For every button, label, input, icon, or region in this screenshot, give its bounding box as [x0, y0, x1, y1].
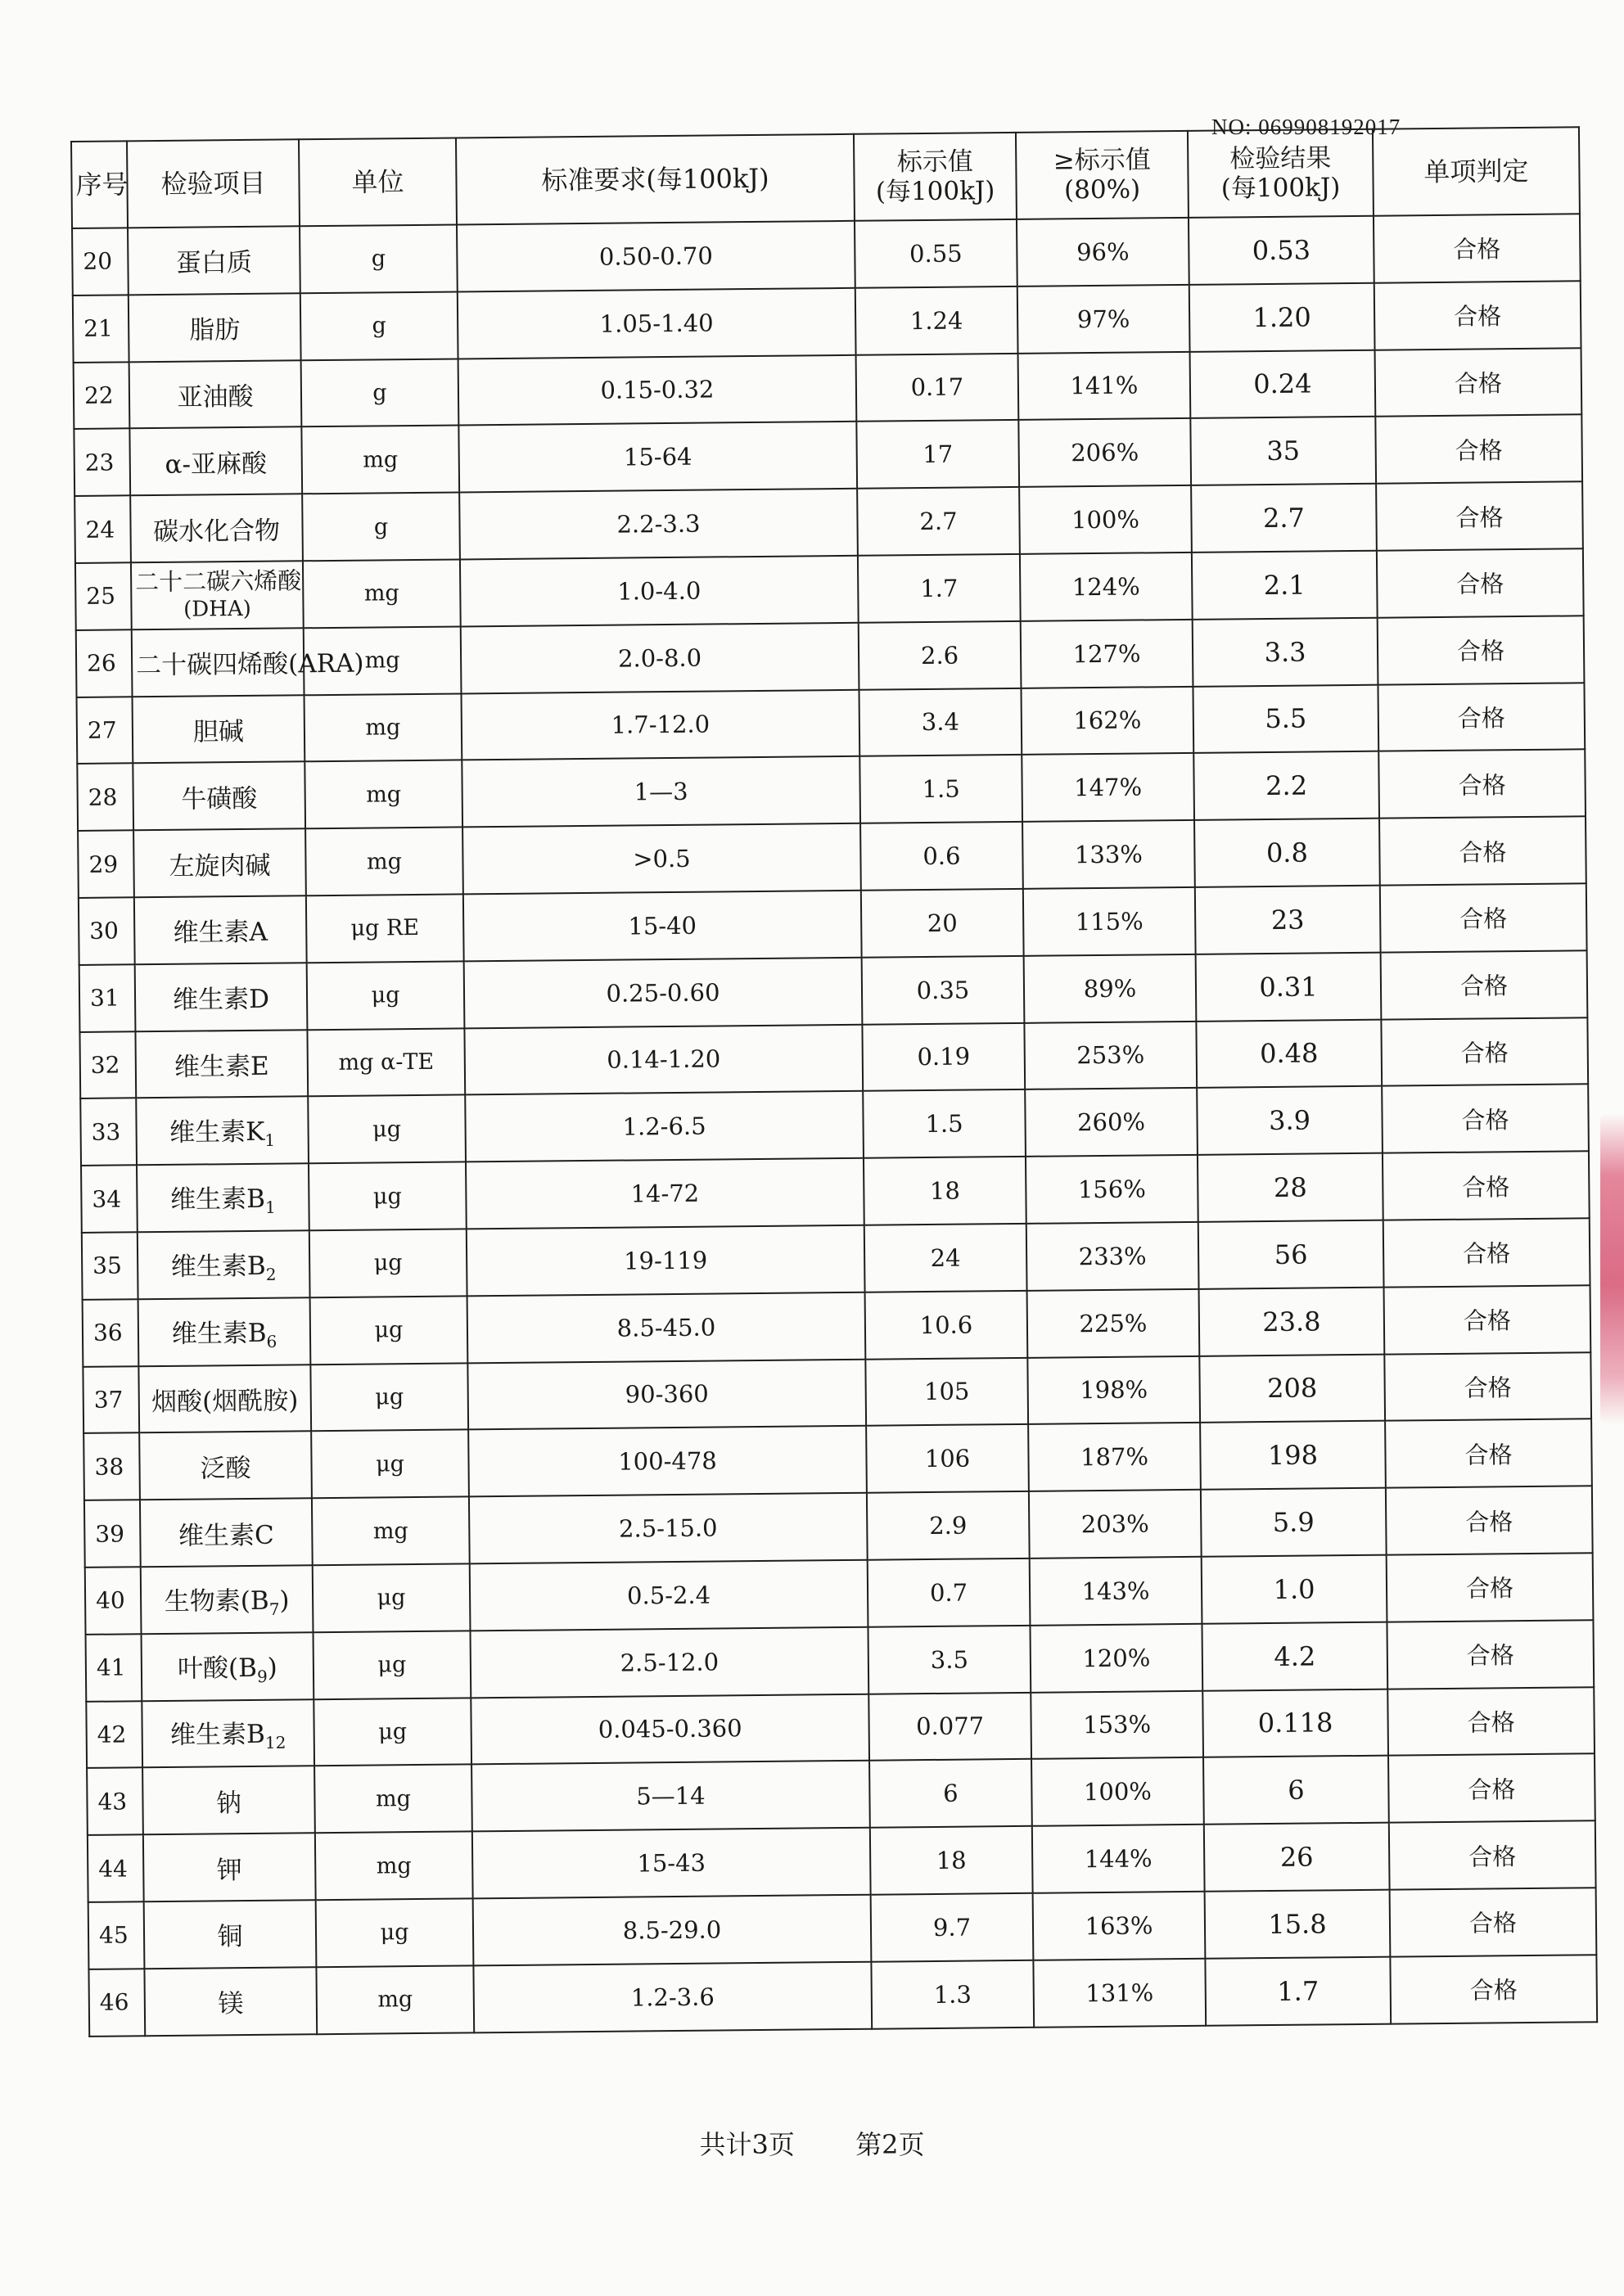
- cell-standard: 5—14: [471, 1761, 870, 1831]
- cell-percent: 163%: [1033, 1892, 1206, 1960]
- cell-result: 35: [1190, 417, 1376, 485]
- cell-item: [133, 828, 306, 897]
- cell-label-value: 0.7: [868, 1558, 1031, 1627]
- cell-percent: 127%: [1021, 620, 1193, 688]
- cell-seq: 21: [73, 295, 129, 362]
- cell-label-value: 20: [861, 889, 1024, 958]
- cell-result: 4.2: [1202, 1622, 1387, 1690]
- cell-percent: 96%: [1017, 218, 1189, 286]
- item-name: 维生素D: [172, 984, 270, 1016]
- cell-seq: 33: [80, 1098, 137, 1166]
- cell-unit: mg: [314, 1765, 472, 1834]
- cell-verdict: 合格: [1374, 281, 1581, 350]
- cell-percent: 141%: [1018, 351, 1191, 420]
- cell-standard: 1—3: [462, 756, 860, 827]
- cell-unit: μg: [310, 1296, 468, 1365]
- item-subscript: 1: [264, 1197, 276, 1217]
- cell-result: 2.1: [1192, 551, 1378, 620]
- cell-verdict: 合格: [1382, 1085, 1589, 1153]
- cell-verdict: 合格: [1388, 1754, 1595, 1823]
- cell-unit: mg α-TE: [307, 1028, 465, 1097]
- cell-seq: 46: [88, 1969, 145, 2036]
- cell-label-value: 18: [864, 1157, 1026, 1225]
- cell-seq: 30: [79, 897, 135, 964]
- cell-percent: 203%: [1029, 1490, 1202, 1558]
- cell-percent: 253%: [1024, 1021, 1197, 1089]
- cell-unit: μg: [316, 1898, 474, 1967]
- cell-item: [136, 1097, 309, 1166]
- item-subscript: 1: [264, 1130, 276, 1151]
- cell-standard: 1.7-12.0: [462, 689, 860, 760]
- item-name: 脂肪: [189, 315, 241, 345]
- cell-unit: mg: [304, 626, 462, 695]
- cell-standard: 8.5-45.0: [467, 1292, 866, 1362]
- cell-verdict: 合格: [1390, 1955, 1597, 2023]
- cell-result: 198: [1200, 1421, 1386, 1490]
- cell-seq: 40: [85, 1567, 142, 1634]
- cell-seq: 29: [78, 830, 134, 897]
- cell-unit: μg: [314, 1698, 471, 1766]
- cell-unit: g: [301, 359, 459, 427]
- cell-label-value: 1.5: [859, 755, 1022, 823]
- item-name: 维生素B: [171, 1318, 267, 1349]
- cell-unit: μg: [310, 1363, 468, 1432]
- cell-label-value: 1.24: [855, 286, 1018, 355]
- cell-item: [135, 963, 308, 1031]
- cell-item: [135, 1030, 308, 1098]
- cell-label-value: 2.9: [867, 1491, 1030, 1560]
- cell-label-value: 0.55: [855, 219, 1017, 288]
- cell-seq: 31: [79, 964, 136, 1031]
- cell-item: [141, 1565, 314, 1634]
- cell-label-value: 10.6: [865, 1291, 1028, 1360]
- item-second-line: (DHA): [183, 596, 251, 622]
- cell-unit: μg: [309, 1162, 467, 1231]
- cell-unit: g: [302, 493, 460, 562]
- cell-verdict: 合格: [1384, 1352, 1591, 1421]
- cell-item: [128, 226, 300, 295]
- cell-percent: 153%: [1031, 1690, 1203, 1759]
- cell-label-value: 0.6: [860, 822, 1023, 891]
- cell-result: 208: [1199, 1354, 1385, 1423]
- red-stamp-edge: [1600, 1113, 1624, 1424]
- cell-item: [133, 762, 305, 831]
- cell-unit: mg: [303, 559, 461, 628]
- cell-verdict: 合格: [1378, 616, 1585, 684]
- cell-item: [129, 427, 302, 496]
- cell-verdict: 合格: [1378, 750, 1586, 819]
- cell-percent: 187%: [1028, 1423, 1201, 1491]
- cell-unit: μg RE: [306, 894, 464, 963]
- cell-seq: 44: [88, 1834, 144, 1901]
- cell-unit: μg: [309, 1229, 467, 1297]
- cell-seq: 37: [83, 1366, 139, 1433]
- item-name: 维生素B: [169, 1720, 266, 1751]
- cell-unit: μg: [307, 961, 465, 1030]
- cell-item: [140, 1498, 313, 1567]
- cell-percent: 133%: [1022, 820, 1195, 889]
- cell-percent: 89%: [1024, 954, 1197, 1023]
- cell-verdict: 合格: [1377, 548, 1584, 617]
- cell-result: 0.48: [1196, 1019, 1382, 1088]
- item-name: α-亚麻酸: [165, 449, 268, 480]
- cell-standard: 0.25-0.60: [464, 958, 863, 1028]
- cell-percent: 124%: [1020, 553, 1193, 621]
- cell-label-value: 2.7: [857, 487, 1020, 556]
- cell-standard: 2.5-15.0: [469, 1493, 868, 1563]
- item-name: 生物素(B: [164, 1586, 269, 1617]
- item-name: 碳水化合物: [152, 516, 281, 547]
- item-name: 维生素E: [174, 1051, 269, 1082]
- cell-standard: 0.5-2.4: [470, 1560, 868, 1631]
- item-name: 二十二碳六烯酸: [135, 566, 302, 597]
- cell-percent: 100%: [1031, 1757, 1204, 1826]
- cell-percent: 198%: [1027, 1355, 1200, 1424]
- cell-unit: mg: [305, 828, 463, 896]
- item-name: 钾: [216, 1855, 242, 1885]
- cell-result: 3.3: [1193, 617, 1378, 686]
- cell-percent: 144%: [1032, 1825, 1205, 1893]
- cell-label-value: 106: [866, 1424, 1029, 1493]
- cell-seq: 32: [79, 1031, 136, 1098]
- cell-item: [137, 1163, 309, 1232]
- cell-result: 3.9: [1197, 1086, 1383, 1155]
- item-subscript: 7: [268, 1599, 280, 1619]
- item-name: 铜: [217, 1922, 243, 1952]
- cell-percent: 156%: [1026, 1155, 1198, 1224]
- item-name: 泛酸: [200, 1453, 251, 1484]
- cell-label-value: 105: [865, 1357, 1028, 1426]
- cell-item: [142, 1632, 314, 1701]
- cell-seq: 22: [74, 362, 130, 429]
- cell-standard: 90-360: [467, 1359, 866, 1429]
- cell-seq: 43: [87, 1768, 143, 1835]
- cell-standard: 0.50-0.70: [457, 221, 855, 291]
- cell-item: [144, 1967, 317, 2036]
- cell-unit: mg: [315, 1832, 473, 1901]
- cell-result: 0.24: [1190, 350, 1376, 418]
- cell-verdict: 合格: [1387, 1620, 1594, 1689]
- cell-standard: 1.2-3.6: [473, 1961, 872, 2032]
- cell-item: [142, 1766, 315, 1835]
- cell-standard: 0.15-0.32: [458, 354, 857, 425]
- cell-item: [144, 1900, 317, 1969]
- cell-percent: 225%: [1027, 1289, 1200, 1358]
- cell-percent: 147%: [1022, 753, 1194, 822]
- cell-verdict: 合格: [1385, 1419, 1592, 1488]
- cell-label-value: 18: [870, 1826, 1033, 1895]
- item-name: 牛磺酸: [181, 783, 258, 814]
- cell-percent: 162%: [1021, 686, 1193, 755]
- inspection-table-sheet: [70, 126, 1596, 2037]
- cell-label-value: 9.7: [871, 1893, 1034, 1962]
- cell-percent: 97%: [1017, 285, 1190, 354]
- cell-unit: mg: [312, 1497, 470, 1566]
- cell-verdict: 合格: [1389, 1820, 1596, 1889]
- cell-percent: 131%: [1033, 1959, 1206, 2028]
- cell-label-value: 1.3: [871, 1960, 1034, 2029]
- item-tail: ): [267, 1653, 277, 1683]
- item-name: 左旋肉碱: [169, 850, 271, 882]
- cell-seq: 45: [88, 1901, 145, 1969]
- cell-standard: 19-119: [467, 1225, 865, 1296]
- cell-label-value: 17: [856, 420, 1019, 489]
- cell-percent: 260%: [1025, 1088, 1198, 1157]
- cell-item: [139, 1432, 312, 1500]
- item-name: 胆碱: [192, 716, 245, 747]
- cell-item: [138, 1230, 310, 1299]
- cell-seq: 27: [77, 697, 133, 764]
- cell-item: [133, 695, 305, 764]
- item-name: 叶酸(B: [177, 1653, 258, 1684]
- item-name: 二十碳四烯酸(ARA): [135, 648, 364, 681]
- cell-verdict: 合格: [1374, 214, 1581, 282]
- cell-label-value: 1.7: [858, 554, 1021, 623]
- header-label-value: [854, 133, 1017, 221]
- page-footer: [0, 2124, 1624, 2162]
- cell-result: 5.9: [1201, 1488, 1387, 1557]
- cell-unit: μg: [313, 1563, 471, 1632]
- cell-result: 1.0: [1202, 1555, 1387, 1624]
- cell-result: 6: [1203, 1756, 1389, 1825]
- cell-item: [138, 1297, 311, 1366]
- cell-unit: mg: [304, 693, 462, 762]
- header-seq: 序号: [71, 141, 128, 228]
- cell-standard: 100-478: [468, 1426, 867, 1496]
- cell-standard: 1.0-4.0: [460, 556, 859, 626]
- table-header-row: [71, 127, 1580, 228]
- cell-standard: 15-40: [463, 891, 862, 961]
- cell-standard: 14-72: [466, 1158, 864, 1229]
- cell-item: [134, 895, 307, 964]
- cell-verdict: 合格: [1375, 348, 1582, 417]
- current-page: 第2页: [855, 2129, 925, 2160]
- cell-standard: 15-64: [458, 422, 857, 492]
- cell-result: 23: [1195, 886, 1381, 954]
- cell-unit: μg: [308, 1095, 466, 1164]
- cell-label-value: 3.5: [868, 1626, 1031, 1694]
- header-item: 检验项目: [127, 139, 300, 228]
- cell-result: 56: [1198, 1220, 1384, 1289]
- cell-label-value: 0.35: [862, 956, 1025, 1025]
- cell-seq: 42: [86, 1701, 142, 1768]
- header-standard: 标准要求(每100kJ): [456, 134, 855, 225]
- cell-percent: 206%: [1018, 418, 1191, 487]
- cell-seq: 26: [76, 629, 133, 697]
- cell-unit: g: [300, 291, 458, 360]
- cell-result: 0.31: [1196, 952, 1382, 1021]
- header-verdict: 单项判定: [1373, 127, 1580, 215]
- cell-standard: 2.5-12.0: [470, 1626, 868, 1697]
- cell-label-value: 1.5: [863, 1089, 1026, 1158]
- header-result-line1: 检验结果: [1229, 143, 1332, 174]
- cell-seq: 36: [83, 1299, 139, 1366]
- cell-result: 2.7: [1191, 484, 1377, 553]
- item-subscript: 2: [265, 1264, 277, 1284]
- cell-result: 0.53: [1189, 216, 1374, 285]
- cell-standard: 0.045-0.360: [471, 1694, 869, 1764]
- cell-label-value: 3.4: [859, 688, 1022, 756]
- cell-standard: 8.5-29.0: [473, 1895, 872, 1965]
- cell-percent: 233%: [1026, 1222, 1199, 1291]
- cell-seq: 38: [83, 1433, 140, 1500]
- cell-result: 1.20: [1189, 283, 1375, 352]
- header-result: [1188, 129, 1374, 218]
- cell-standard: 1.2-6.5: [465, 1091, 864, 1162]
- cell-percent: 143%: [1030, 1557, 1202, 1626]
- header-label-value-line1: 标示值: [896, 147, 973, 178]
- item-name: 亚油酸: [177, 381, 254, 413]
- cell-result: 0.8: [1194, 819, 1380, 887]
- cell-label-value: 0.17: [856, 353, 1019, 422]
- cell-unit: μg: [311, 1430, 469, 1499]
- item-tail: ): [279, 1586, 290, 1616]
- item-subscript: 6: [266, 1331, 277, 1351]
- cell-label-value: 24: [864, 1224, 1027, 1292]
- cell-label-value: 6: [869, 1759, 1032, 1828]
- cell-result: 2.2: [1193, 751, 1379, 820]
- cell-standard: 1.05-1.40: [458, 288, 856, 359]
- total-pages: 共计3页: [699, 2129, 795, 2160]
- inspection-table: [70, 126, 1598, 2037]
- header-percent-line1: ≥标示值: [1053, 145, 1151, 176]
- cell-seq: 20: [72, 228, 129, 295]
- cell-item: [129, 360, 302, 429]
- header-percent-line2: (80%): [1063, 174, 1141, 205]
- cell-item: [130, 494, 303, 562]
- cell-verdict: 合格: [1384, 1285, 1591, 1354]
- header-label-value-line2: (每100kJ): [875, 176, 995, 207]
- item-name: 蛋白质: [175, 248, 253, 279]
- table-body: [72, 214, 1597, 2036]
- item-name: 维生素K: [169, 1116, 265, 1148]
- cell-seq: 23: [74, 429, 130, 496]
- cell-label-value: 2.6: [859, 621, 1022, 690]
- cell-unit: mg: [316, 1965, 474, 2034]
- cell-unit: g: [300, 224, 458, 293]
- cell-label-value: 0.19: [862, 1022, 1025, 1091]
- cell-verdict: 合格: [1381, 1017, 1588, 1086]
- cell-verdict: 合格: [1390, 1888, 1597, 1956]
- item-name: 维生素B: [169, 1184, 266, 1215]
- header-percent: [1016, 131, 1189, 219]
- cell-item: [138, 1365, 311, 1433]
- cell-seq: 35: [82, 1232, 138, 1299]
- item-name: 维生素A: [173, 918, 268, 949]
- cell-verdict: 合格: [1383, 1218, 1590, 1287]
- cell-verdict: 合格: [1386, 1486, 1593, 1554]
- cell-seq: 39: [84, 1500, 141, 1567]
- report-number: NO: 069908192017: [1211, 115, 1401, 139]
- cell-unit: μg: [314, 1631, 471, 1699]
- item-name: 维生素B: [170, 1251, 266, 1282]
- cell-item: [143, 1833, 316, 1901]
- cell-item: [129, 293, 301, 362]
- item-subscript: 12: [264, 1733, 286, 1753]
- cell-verdict: 合格: [1379, 816, 1586, 885]
- header-result-line2: (每100kJ): [1220, 173, 1341, 204]
- cell-seq: 34: [81, 1165, 138, 1232]
- cell-result: 1.7: [1205, 1956, 1391, 2025]
- header-unit: 单位: [299, 138, 457, 226]
- cell-result: 23.8: [1199, 1287, 1385, 1355]
- cell-standard: 2.0-8.0: [461, 623, 859, 693]
- cell-seq: 28: [77, 764, 133, 831]
- cell-seq: 41: [86, 1634, 142, 1701]
- cell-verdict: 合格: [1378, 683, 1585, 751]
- cell-result: 0.118: [1202, 1689, 1388, 1757]
- cell-standard: >0.5: [462, 823, 861, 894]
- item-name: 钠: [215, 1788, 242, 1819]
- cell-item: [131, 561, 304, 629]
- cell-percent: 120%: [1030, 1624, 1202, 1693]
- item-subscript: 9: [256, 1666, 268, 1686]
- cell-unit: mg: [304, 760, 462, 829]
- cell-standard: 2.2-3.3: [459, 489, 858, 559]
- cell-result: 26: [1204, 1823, 1390, 1892]
- cell-verdict: 合格: [1383, 1151, 1590, 1220]
- cell-result: 5.5: [1193, 684, 1378, 753]
- cell-verdict: 合格: [1375, 415, 1582, 484]
- cell-standard: 0.14-1.20: [464, 1024, 863, 1094]
- cell-verdict: 合格: [1380, 883, 1587, 952]
- cell-item: [142, 1699, 314, 1768]
- item-name: 烟酸(烟酰胺): [151, 1386, 299, 1418]
- cell-percent: 100%: [1019, 485, 1192, 554]
- cell-standard: 15-43: [472, 1828, 871, 1898]
- cell-unit: mg: [301, 426, 459, 494]
- cell-verdict: 合格: [1376, 481, 1583, 550]
- cell-verdict: 合格: [1381, 950, 1588, 1019]
- cell-verdict: 合格: [1387, 1687, 1595, 1756]
- cell-seq: 25: [75, 562, 132, 629]
- cell-label-value: 0.077: [868, 1692, 1031, 1761]
- cell-seq: 24: [74, 496, 131, 563]
- cell-verdict: 合格: [1387, 1553, 1594, 1622]
- cell-result: 15.8: [1205, 1890, 1391, 1959]
- cell-result: 28: [1198, 1153, 1383, 1222]
- cell-percent: 115%: [1023, 887, 1196, 956]
- table-row: [88, 1955, 1597, 2036]
- item-name: 镁: [218, 1989, 244, 2019]
- item-name: 维生素C: [178, 1520, 274, 1551]
- cell-item: [132, 628, 364, 697]
